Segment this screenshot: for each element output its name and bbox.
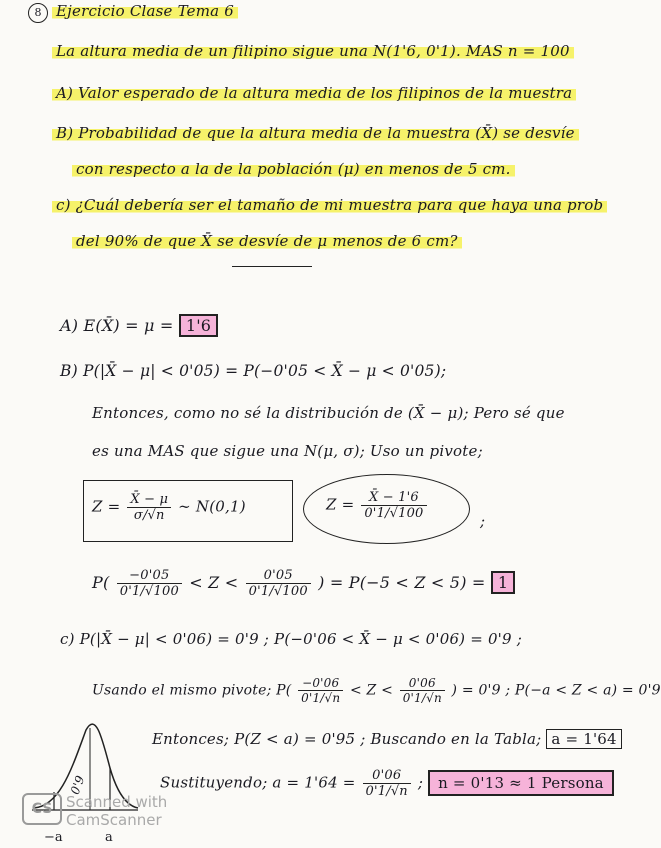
pivot-sub-numerator: X̄ − 1'6	[361, 490, 426, 506]
answer-c-text-2: Entonces; P(Z < a) = 0'95 ; Buscando en la Tabla;	[152, 730, 542, 748]
substitution-numerator: 0'06	[363, 768, 411, 784]
answer-c-p-close: ) = 0'9 ; P(−a < Z < a) = 0'9	[451, 682, 661, 699]
pivot-substituted	[326, 490, 429, 521]
answer-b-text-2: es una MAS que sigue una N(μ, σ); Uso un pivote;	[92, 442, 483, 460]
answer-c-p-open: P(	[276, 682, 292, 699]
question-c-line-2: del 90% de que X̄ se desvíe de μ menos de 6 cm?	[72, 232, 462, 250]
answer-b-text-1: Entonces, como no sé la distribución de (X̄ − μ); Pero sé que	[92, 404, 565, 422]
pivot-separator: ;	[480, 512, 486, 530]
c-upper-numerator: 0'06	[400, 676, 445, 691]
answer-b-expression	[60, 362, 446, 380]
watermark-line-1: Scanned with	[66, 793, 168, 811]
prob-middle: < Z <	[189, 573, 239, 592]
substitution-fraction	[363, 768, 411, 799]
substitution-separator: ;	[417, 773, 424, 792]
answer-c-result: n = 0'13 ≈ 1 Persona	[428, 770, 614, 796]
c-lower-denominator: 0'1/√n	[301, 691, 341, 705]
c-upper-fraction	[400, 676, 445, 705]
lower-bound-fraction	[117, 568, 182, 599]
camscanner-watermark	[66, 793, 167, 829]
camscanner-logo: CS	[22, 793, 62, 825]
lower-bound-numerator: −0'05	[117, 568, 182, 584]
answer-c-pivot-line	[92, 676, 661, 705]
answer-c-label: c)	[60, 630, 75, 648]
answer-b-standardized	[92, 568, 515, 599]
c-upper-denominator: 0'1/√n	[402, 691, 442, 705]
answer-b-label: B)	[60, 362, 78, 380]
answer-a	[60, 316, 218, 335]
c-lower-fraction	[298, 676, 343, 705]
answer-a-label: A)	[60, 316, 79, 335]
answer-c-p-middle: < Z <	[349, 682, 394, 699]
pivot-sub-denominator: 0'1/√100	[364, 506, 424, 521]
question-a: A) Valor esperado de la altura media de los filipinos de la muestra	[52, 84, 576, 102]
pivot-sub-lhs: Z =	[326, 495, 355, 514]
substitution-denominator: 0'1/√n	[365, 784, 408, 799]
axis-label-left: −a	[44, 830, 63, 845]
answer-c-probability: P(|X̄ − μ| < 0'06) = 0'9 ; P(−0'06 < X̄ − μ < 0'06) = 0'9 ;	[79, 630, 522, 648]
exercise-marker: 8	[28, 3, 48, 23]
separator-line	[232, 266, 312, 267]
answer-c-table-line	[152, 730, 622, 748]
upper-bound-fraction	[246, 568, 311, 599]
answer-c-text-3: Sustituyendo; a = 1'64 =	[160, 773, 356, 792]
lower-bound-denominator: 0'1/√100	[119, 584, 179, 599]
answer-b-probability: P(|X̄ − μ| < 0'05) = P(−0'05 < X̄ − μ < 0'05);	[82, 362, 447, 380]
pivot-distribution: ∼ N(0,1)	[178, 497, 246, 516]
axis-label-right: a	[105, 830, 113, 845]
prob-open: P(	[92, 573, 110, 592]
answer-b-result: 1	[491, 571, 515, 594]
watermark-line-2: CamScanner	[66, 811, 162, 829]
upper-bound-numerator: 0'05	[246, 568, 311, 584]
question-b-line-1: B) Probabilidad de que la altura media de la muestra (X̄) se desvíe	[52, 124, 579, 142]
curve-area-label: 0'9	[67, 773, 88, 797]
pivot-denominator: σ/√n	[133, 508, 165, 523]
answer-a-expression: E(X̄) = μ =	[83, 316, 174, 335]
answer-c-substitution	[160, 768, 614, 799]
exercise-title: Ejercicio Clase Tema 6	[52, 2, 238, 20]
upper-bound-denominator: 0'1/√100	[248, 584, 308, 599]
a-value-box: a = 1'64	[546, 729, 621, 749]
prob-close: ) = P(−5 < Z < 5) =	[318, 573, 486, 592]
answer-c-text-1: Usando el mismo pivote;	[92, 682, 272, 699]
answer-c-expression	[60, 630, 522, 648]
pivot-fraction	[127, 492, 171, 523]
problem-statement: La altura media de un filipino sigue una N(1'6, 0'1). MAS n = 100	[52, 42, 574, 60]
answer-a-result: 1'6	[179, 314, 218, 337]
question-c-line-1: c) ¿Cuál debería ser el tamaño de mi muestra para que haya una prob	[52, 196, 607, 214]
pivot-numerator: X̄ − μ	[127, 492, 171, 508]
pivot-sub-fraction	[361, 490, 426, 521]
pivot-formula	[92, 492, 246, 523]
c-lower-numerator: −0'06	[298, 676, 343, 691]
question-b-line-2: con respecto a la de la población (μ) en menos de 5 cm.	[72, 160, 515, 178]
pivot-lhs: Z =	[92, 497, 121, 516]
